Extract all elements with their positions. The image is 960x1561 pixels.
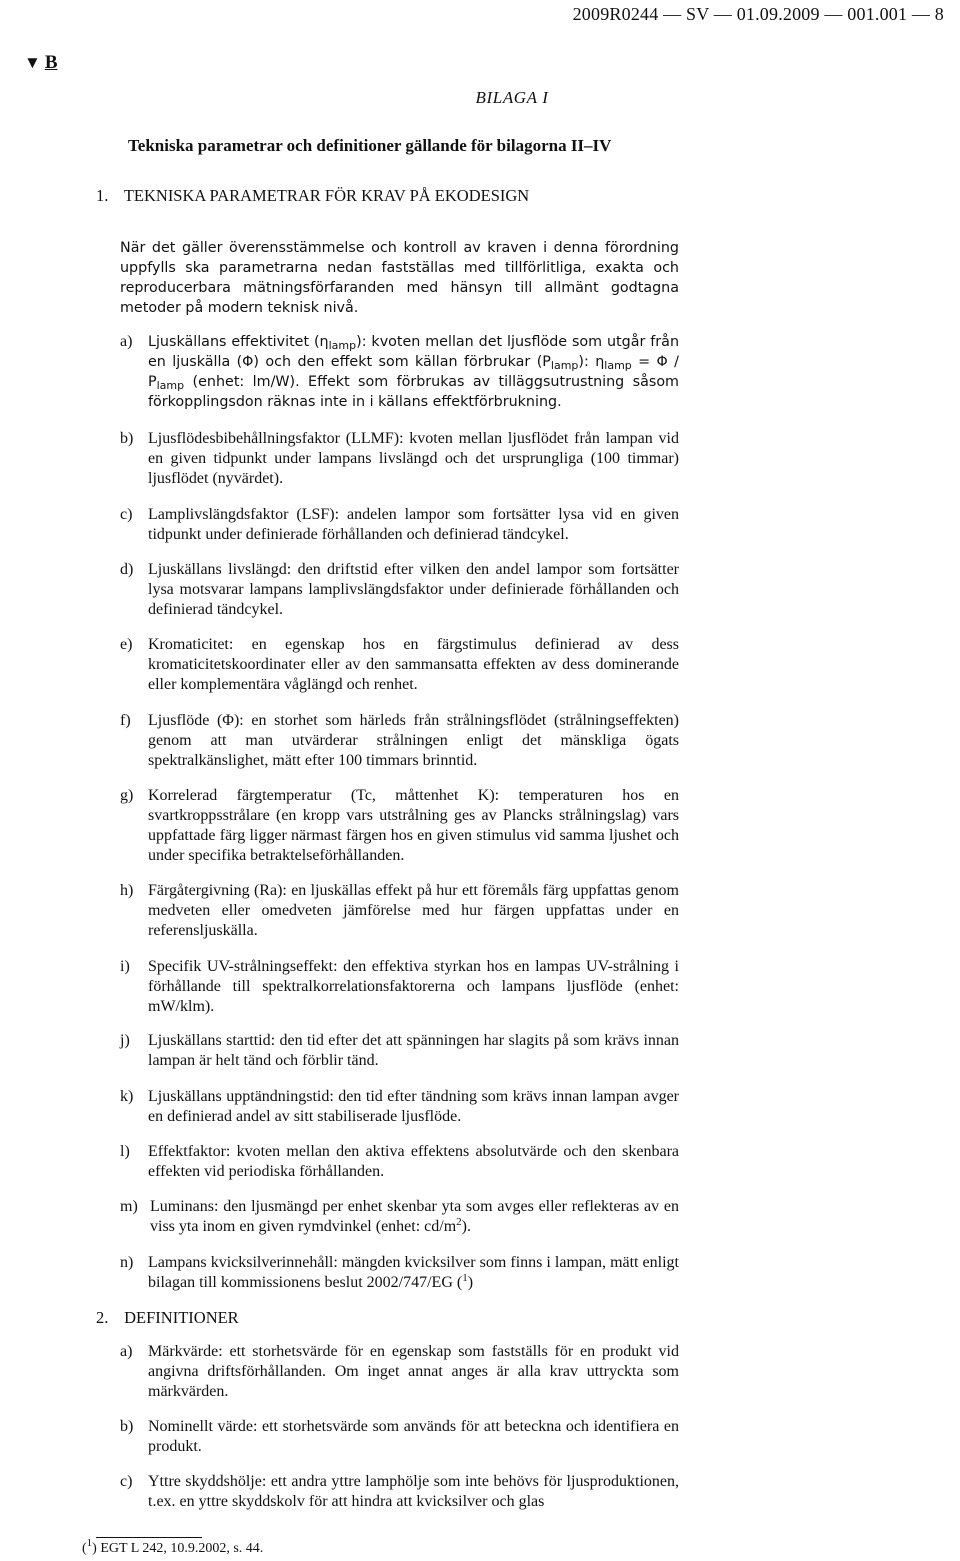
list-item: [120, 1472, 679, 1512]
list-item: [120, 1417, 679, 1457]
section-title: TEKNISKA PARAMETRAR FÖR KRAV PÅ EKODESIGN: [123, 186, 530, 205]
list-item-label: b): [120, 430, 134, 447]
list-item-text: Ljuskällans upptändningstid: den tid efter tändning som krävs innan lampan avger en definierad andel av sitt stabiliserade ljusflöde.: [148, 1088, 679, 1125]
list-item-text: Effektfaktor: kvoten mellan den aktiva effektens absolutvärde och den skenbara effekten vid periodiska förhållanden.: [148, 1143, 679, 1180]
list-item: [120, 1342, 679, 1402]
triangle-down-icon: ▼: [24, 53, 41, 72]
list-item-label: b): [120, 1418, 134, 1435]
list-item: [120, 1253, 679, 1293]
running-header: 2009R0244 — SV — 01.09.2009 — 001.001 — 8: [572, 4, 944, 24]
list-item-label: m): [120, 1198, 138, 1215]
list-item: [120, 1087, 679, 1127]
list-item: [120, 1197, 679, 1237]
list-item-label: l): [120, 1143, 130, 1160]
footnote: ($^1$) EGT L 242, 10.9.2002, s. 44.: [82, 1537, 264, 1556]
footnote-mark: 1: [86, 1537, 93, 1549]
annex-title: BILAGA I: [475, 88, 549, 107]
list-item: [120, 786, 679, 866]
list-item-text: Ljuskällans starttid: den tid efter det att spänningen har slagits på som krävs innan lampan är helt tänd och förblir tänd.: [148, 1032, 679, 1069]
list-item-text: Lampans kvicksilverinnehåll: mängden kvicksilver som finns i lampan, mätt enligt bilagan till kommissionens beslut 2002/747/EG ($^1$): [148, 1254, 679, 1291]
list-item-label: c): [120, 506, 133, 523]
list-item-text: Luminans: den ljusmängd per enhet skenbar yta som avges eller reflekteras av en viss yta inom en given rymdvinkel (enhet: $cd/m^2$).: [150, 1198, 679, 1235]
list-item-text: Lamplivslängdsfaktor (LSF): andelen lampor som fortsätter lysa vid en given tidpunkt under definierade förhållanden och definierad tändcykel.: [148, 506, 679, 543]
amendment-marker: [24, 52, 58, 74]
section-title: DEFINITIONER: [124, 1308, 239, 1327]
list-item-label: n): [120, 1254, 134, 1271]
list-item-text: Yttre skyddshölje: ett andra yttre lamphölje som inte behövs för ljusproduktionen, t.ex. en yttre skyddskolv för att hindra att kvicksilver och glas: [148, 1473, 679, 1510]
list-item-text: Ljusflödesbibehållningsfaktor (LLMF): kvoten mellan ljusflödet från lampan vid en given tidpunkt under lampans livslängd och det ursprungliga (100 timmar) ljusflödet (nyvärdet).: [148, 430, 679, 487]
list-item-text: Ljusflöde (Φ): en storhet som härleds från strålningsflödet (strålningseffekten) genom att man utvärderar strålningen enligt det mänskliga ögats spektralkänslighet, mätt efter 100 timmars brinntid.: [148, 712, 679, 769]
list-item-text: Ljuskällans livslängd: den driftstid efter vilken den andel lampor som fortsätter lysa motsvarar lampans lamplivslängdsfaktor under definierade förhållanden och definierad tändcykel.: [148, 561, 679, 618]
list-item: [120, 1031, 679, 1071]
section-heading: [96, 186, 529, 206]
list-item-label: f): [120, 712, 131, 729]
list-item: [120, 881, 679, 941]
list-item-label: g): [120, 787, 134, 804]
list-item: [120, 505, 679, 545]
list-item-label: e): [120, 636, 133, 653]
list-item: [120, 332, 679, 412]
list-item: [120, 429, 679, 489]
list-item: [120, 711, 679, 771]
list-item-label: i): [120, 958, 130, 975]
list-item: [120, 560, 679, 620]
list-item: [120, 635, 679, 695]
intro-paragraph: När det gäller överensstämmelse och kontroll av kraven i denna förordning uppfylls ska parametrarna nedan fastställas med tillförlitliga, exakta och reproducerbara mätningsförfaranden med hänsyn till allmänt godtagna metoder på modern teknisk nivå.: [120, 240, 679, 316]
list-item-text: Ljuskällans effektivitet $(\eta_{lamp})$: kvoten mellan det ljusflöde som utgår från en ljuskälla (Φ) och den effekt som källan förbrukar $(P_{lamp})$: $\eta_{lamp} = \Phi / P_{lamp}$ (enhet: lm/W). Effekt som förbrukas av tilläggsutrustning såsom förkopplingsdon räknas inte in i källans effektförbrukning.: [148, 334, 680, 410]
list-item-text: Kromaticitet: en egenskap hos en färgstimulus definierad av dess kromaticitetskoordinater eller av den sammansatta effekten av dess dominerande eller komplementära våglängd och renhet.: [148, 636, 679, 693]
list-item-text: Nominellt värde: ett storhetsvärde som används för att beteckna och identifiera en produkt.: [148, 1418, 679, 1455]
list-item-text: Märkvärde: ett storhetsvärde för en egenskap som fastställs för en produkt vid angivna driftsförhållanden. Om inget annat anges är alla krav uttryckta som märkvärden.: [148, 1343, 679, 1400]
list-item-label: j): [120, 1032, 130, 1049]
footnote-divider: [96, 1537, 202, 1538]
footnote-text: EGT L 242, 10.9.2002, s. 44.: [100, 1541, 264, 1556]
footnote-ref[interactable]: 1: [462, 1272, 468, 1284]
list-item-text: Färgåtergivning (Ra): en ljuskällas effekt på hur ett föremåls färg uppfattas genom medveten eller omedveten jämförelse med hur färgen uppfattas under en referensljuskälla.: [148, 882, 679, 939]
list-item: [120, 1142, 679, 1182]
list-item-label: a): [120, 333, 133, 350]
list-item-text: Korrelerad färgtemperatur (Tc, måttenhet K): temperaturen hos en svartkroppsstrålare (en kropp vars utstrålning ges av Plancks strålningslag) vars uppfattade färg ligger närmast färgen hos en given stimulus vid samma ljushet och under specifika betraktelseförhållanden.: [148, 787, 679, 864]
list-item-text: Specifik UV-strålningseffekt: den effektiva styrkan hos en lampas UV-strålning i förhållande till spektralkorrelationsfaktorerna och lampans ljusflöde (enhet: mW/klm).: [148, 958, 679, 1015]
list-item-label: c): [120, 1473, 133, 1490]
section-heading: [96, 1308, 239, 1328]
list-item-label: k): [120, 1088, 134, 1105]
amendment-marker-label: B: [44, 52, 58, 73]
list-item-label: h): [120, 882, 134, 899]
annex-subtitle: Tekniska parametrar och definitioner gällande för bilagorna II–IV: [128, 136, 612, 155]
list-item-label: d): [120, 561, 134, 578]
list-item: [120, 957, 679, 1017]
list-item-label: a): [120, 1343, 133, 1360]
section-number: 1.: [96, 186, 109, 205]
section-number: 2.: [96, 1308, 109, 1327]
